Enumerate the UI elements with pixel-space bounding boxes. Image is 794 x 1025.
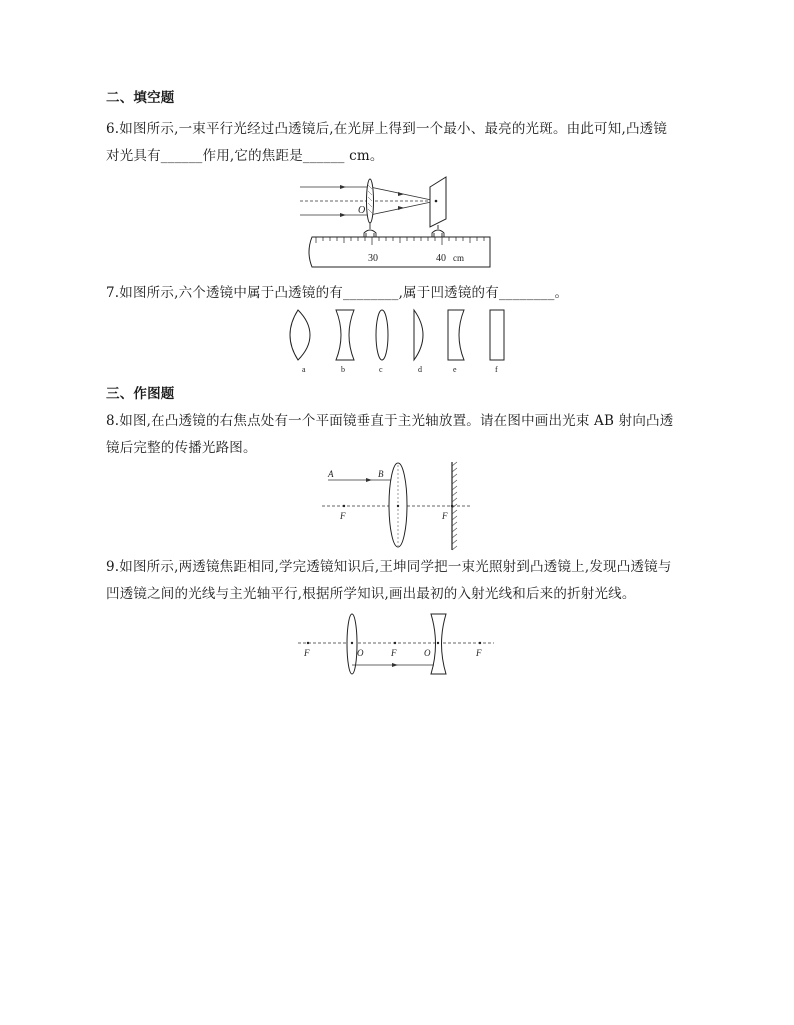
q8-text-line2: 镜后完整的传播光路图。 [106,440,257,456]
q7-label-c: c [379,365,383,374]
q7-label-f: f [495,365,498,374]
q6-tick-40: 40 [436,253,446,264]
lens-d [414,310,423,360]
q8-label-f-right: F [442,511,448,521]
lens-c [376,310,388,360]
q9-label-f3: F [476,648,482,658]
q8-figure-lens-mirror [322,460,482,550]
lens-e [448,310,464,360]
q8-label-f-left: F [340,511,346,521]
q7-label-a: a [302,365,306,374]
q7-label-d: d [418,365,422,374]
q6-text-line1: 6.如图所示,一束平行光经过凸透镜后,在光屏上得到一个最小、最亮的光斑。由此可知,凸透镜 [106,121,668,137]
q9-text-line2: 凹透镜之间的光线与主光轴平行,根据所学知识,画出最初的入射光线和后来的折射光线。 [106,586,636,602]
q9-label-f2: F [391,648,397,658]
lens-a [290,310,310,360]
q7-text-line1: 7.如图所示,六个透镜中属于凸透镜的有________,属于凹透镜的有________。 [106,285,569,301]
q8-text-line1: 8.如图,在凸透镜的右焦点处有一个平面镜垂直于主光轴放置。请在图中画出光束 AB 射向凸透 [106,413,674,429]
q8-label-b: B [378,469,384,479]
q7-label-e: e [453,365,457,374]
q9-figure-two-lenses [296,612,506,678]
q9-label-o2: O [424,648,431,658]
section-heading-fill-blank: 二、填空题 [106,90,175,106]
section-heading-drawing: 三、作图题 [106,386,175,402]
q6-convex-lens [367,179,374,223]
q6-text-line2: 对光具有______作用,它的焦距是______ cm。 [106,148,384,164]
q7-figure-lenses [280,304,520,374]
lens-b [336,310,354,360]
q7-label-b: b [341,365,345,374]
q6-tick-30: 30 [368,253,378,264]
q6-unit-cm: cm [453,253,464,263]
q8-label-a: A [328,469,334,479]
q9-text-line1: 9.如图所示,两透镜焦距相同,学完透镜知识后,王坤同学把一束光照射到凸透镜上,发现凸透镜与 [106,559,672,575]
q6-lens-label: O [358,205,366,216]
q6-light-screen [430,177,446,227]
q9-label-o1: O [357,648,364,658]
lens-f [490,310,504,360]
q6-figure-optical-bench [298,175,498,270]
q9-label-f1: F [304,648,310,658]
